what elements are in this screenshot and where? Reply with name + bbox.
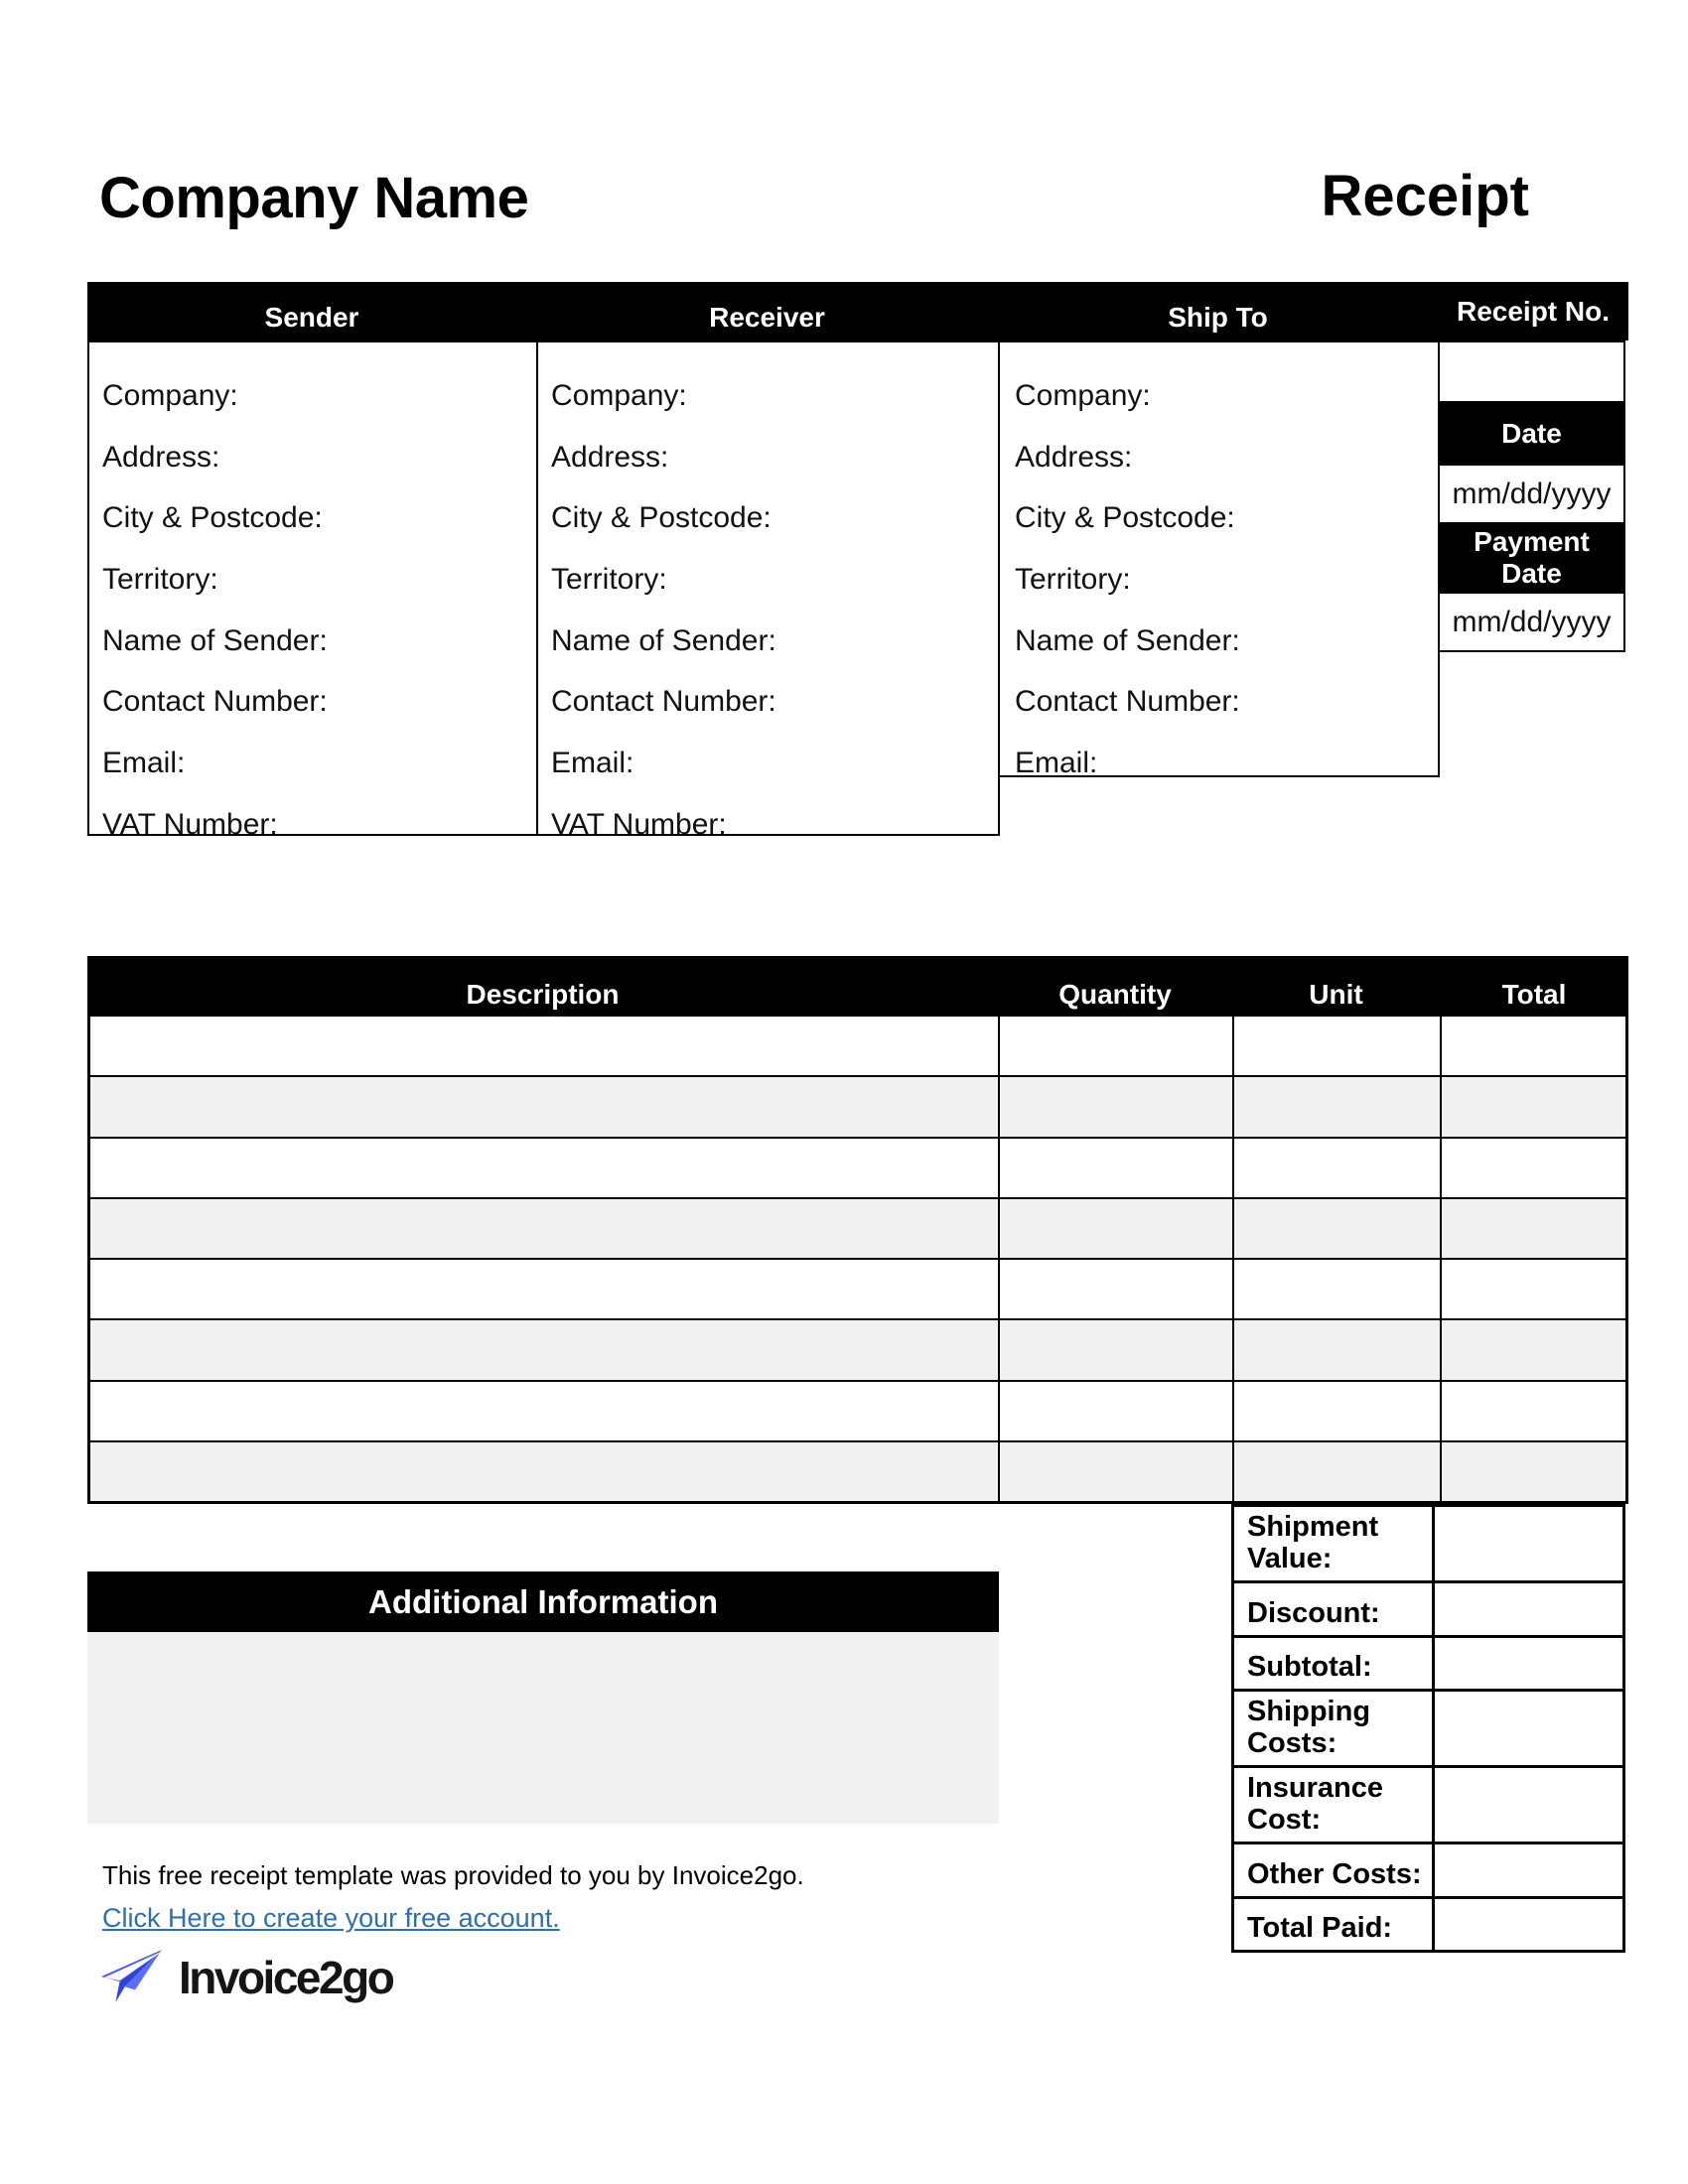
sender-city-postcode-label: City & Postcode: — [102, 501, 323, 535]
item-description-cell[interactable] — [90, 1139, 998, 1197]
shipping-costs-cell[interactable] — [1435, 1692, 1622, 1765]
receiver-city-postcode-label: City & Postcode: — [551, 501, 772, 535]
item-description-cell[interactable] — [90, 1260, 998, 1318]
discount-label: Discount: — [1234, 1583, 1435, 1635]
receiver-address-label: Address: — [551, 440, 669, 474]
description-column-header: Description — [466, 979, 620, 1010]
table-row — [1234, 1635, 1622, 1690]
sender-contact-label: Contact Number: — [102, 685, 328, 719]
item-total-cell[interactable] — [1440, 1017, 1625, 1075]
receiver-email-label: Email: — [551, 747, 634, 780]
receiver-territory-label: Territory: — [551, 563, 667, 597]
item-quantity-cell[interactable] — [998, 1442, 1232, 1501]
shipto-city-postcode-label: City & Postcode: — [1015, 501, 1235, 535]
document-type-title: Receipt — [1321, 164, 1529, 228]
item-total-cell[interactable] — [1440, 1077, 1625, 1136]
payment-date-header-text: Payment Date — [1474, 526, 1590, 589]
item-total-cell[interactable] — [1440, 1320, 1625, 1379]
table-row — [90, 1380, 1625, 1440]
receipt-no-column-header: Receipt No. — [1456, 295, 1611, 327]
item-quantity-cell[interactable] — [998, 1260, 1232, 1318]
date-value-cell[interactable]: mm/dd/yyyy — [1438, 464, 1625, 524]
item-description-cell[interactable] — [90, 1077, 998, 1136]
total-paid-label: Total Paid: — [1234, 1899, 1435, 1951]
item-description-cell[interactable] — [90, 1442, 998, 1501]
item-quantity-cell[interactable] — [998, 1199, 1232, 1258]
item-description-cell[interactable] — [90, 1017, 998, 1075]
shipto-email-label: Email: — [1015, 747, 1098, 777]
item-description-cell[interactable] — [90, 1199, 998, 1258]
additional-information-box[interactable] — [87, 1632, 999, 1824]
item-unit-cell[interactable] — [1232, 1139, 1440, 1197]
shipto-name-label: Name of Sender: — [1015, 623, 1240, 657]
total-paid-cell[interactable] — [1435, 1899, 1622, 1951]
company-name-title: Company Name — [99, 166, 529, 230]
item-unit-cell[interactable] — [1232, 1442, 1440, 1501]
receiver-details-box[interactable] — [536, 341, 1000, 836]
table-row — [1234, 1507, 1622, 1580]
additional-information-header: Additional Information — [87, 1571, 999, 1632]
item-quantity-cell[interactable] — [998, 1139, 1232, 1197]
sender-name-label: Name of Sender: — [102, 623, 328, 657]
unit-column-header: Unit — [1309, 979, 1363, 1010]
item-unit-cell[interactable] — [1232, 1199, 1440, 1258]
item-total-cell[interactable] — [1440, 1260, 1625, 1318]
sender-company-label: Company: — [102, 379, 238, 412]
shipto-territory-label: Territory: — [1015, 563, 1131, 597]
table-row — [90, 1137, 1625, 1197]
shipment-value-label: Shipment Value: — [1234, 1507, 1435, 1580]
item-unit-cell[interactable] — [1232, 1382, 1440, 1440]
provided-by-text: This free receipt template was provided to you by Invoice2go. — [102, 1860, 804, 1890]
shipping-costs-label: Shipping Costs: — [1234, 1692, 1435, 1765]
payment-date-value-cell[interactable]: mm/dd/yyyy — [1438, 592, 1625, 652]
subtotal-label: Subtotal: — [1234, 1638, 1435, 1690]
quantity-column-header: Quantity — [1058, 979, 1172, 1010]
items-table-header — [87, 956, 1628, 1017]
item-unit-cell[interactable] — [1232, 1017, 1440, 1075]
table-row — [90, 1440, 1625, 1501]
table-row — [1234, 1842, 1622, 1896]
sender-address-label: Address: — [102, 440, 220, 474]
shipto-company-label: Company: — [1015, 379, 1151, 412]
table-row — [1234, 1896, 1622, 1951]
create-account-link[interactable]: Click Here to create your free account. — [102, 1903, 560, 1933]
subtotal-cell[interactable] — [1435, 1638, 1622, 1690]
table-row — [90, 1197, 1625, 1258]
other-costs-cell[interactable] — [1435, 1844, 1622, 1896]
payment-date-header-cell — [1438, 524, 1625, 592]
paper-plane-icon — [99, 1949, 167, 2006]
logo-text: Invoice2go — [179, 1952, 393, 2003]
item-unit-cell[interactable] — [1232, 1260, 1440, 1318]
receiver-contact-label: Contact Number: — [551, 685, 776, 719]
item-total-cell[interactable] — [1440, 1199, 1625, 1258]
discount-cell[interactable] — [1435, 1583, 1622, 1635]
item-unit-cell[interactable] — [1232, 1320, 1440, 1379]
item-total-cell[interactable] — [1440, 1442, 1625, 1501]
receiver-name-label: Name of Sender: — [551, 623, 776, 657]
table-row — [90, 1075, 1625, 1136]
item-quantity-cell[interactable] — [998, 1382, 1232, 1440]
item-quantity-cell[interactable] — [998, 1017, 1232, 1075]
item-quantity-cell[interactable] — [998, 1320, 1232, 1379]
shipto-contact-label: Contact Number: — [1015, 685, 1240, 719]
table-row — [1234, 1765, 1622, 1842]
item-description-cell[interactable] — [90, 1382, 998, 1440]
item-quantity-cell[interactable] — [998, 1077, 1232, 1136]
items-table-body — [87, 1017, 1628, 1504]
sender-vat-label: VAT Number: — [102, 807, 278, 836]
table-row — [1234, 1689, 1622, 1765]
item-description-cell[interactable] — [90, 1320, 998, 1379]
sender-column-header: Sender — [264, 302, 359, 333]
receiver-company-label: Company: — [551, 379, 687, 412]
total-column-header: Total — [1501, 979, 1567, 1010]
ship-to-details-box[interactable] — [998, 341, 1440, 777]
sender-details-box[interactable] — [87, 341, 538, 836]
date-header-cell: Date — [1438, 403, 1625, 464]
receipt-no-value-cell[interactable] — [1438, 341, 1625, 403]
insurance-cost-label: Insurance Cost: — [1234, 1768, 1435, 1842]
item-total-cell[interactable] — [1440, 1139, 1625, 1197]
receiver-column-header: Receiver — [709, 302, 825, 333]
shipment-value-cell[interactable] — [1435, 1507, 1622, 1580]
table-row — [90, 1017, 1625, 1075]
shipto-address-label: Address: — [1015, 440, 1133, 474]
parties-table-header — [87, 282, 1628, 341]
ship-to-column-header: Ship To — [1168, 302, 1268, 333]
sender-email-label: Email: — [102, 747, 186, 780]
table-row — [1234, 1580, 1622, 1635]
item-unit-cell[interactable] — [1232, 1077, 1440, 1136]
receiver-vat-label: VAT Number: — [551, 807, 727, 836]
totals-table — [1231, 1504, 1625, 1953]
invoice2go-logo — [99, 1949, 392, 2006]
table-row — [90, 1318, 1625, 1379]
table-row — [90, 1258, 1625, 1318]
other-costs-label: Other Costs: — [1234, 1844, 1435, 1896]
insurance-cost-cell[interactable] — [1435, 1768, 1622, 1842]
sender-territory-label: Territory: — [102, 563, 218, 597]
item-total-cell[interactable] — [1440, 1382, 1625, 1440]
